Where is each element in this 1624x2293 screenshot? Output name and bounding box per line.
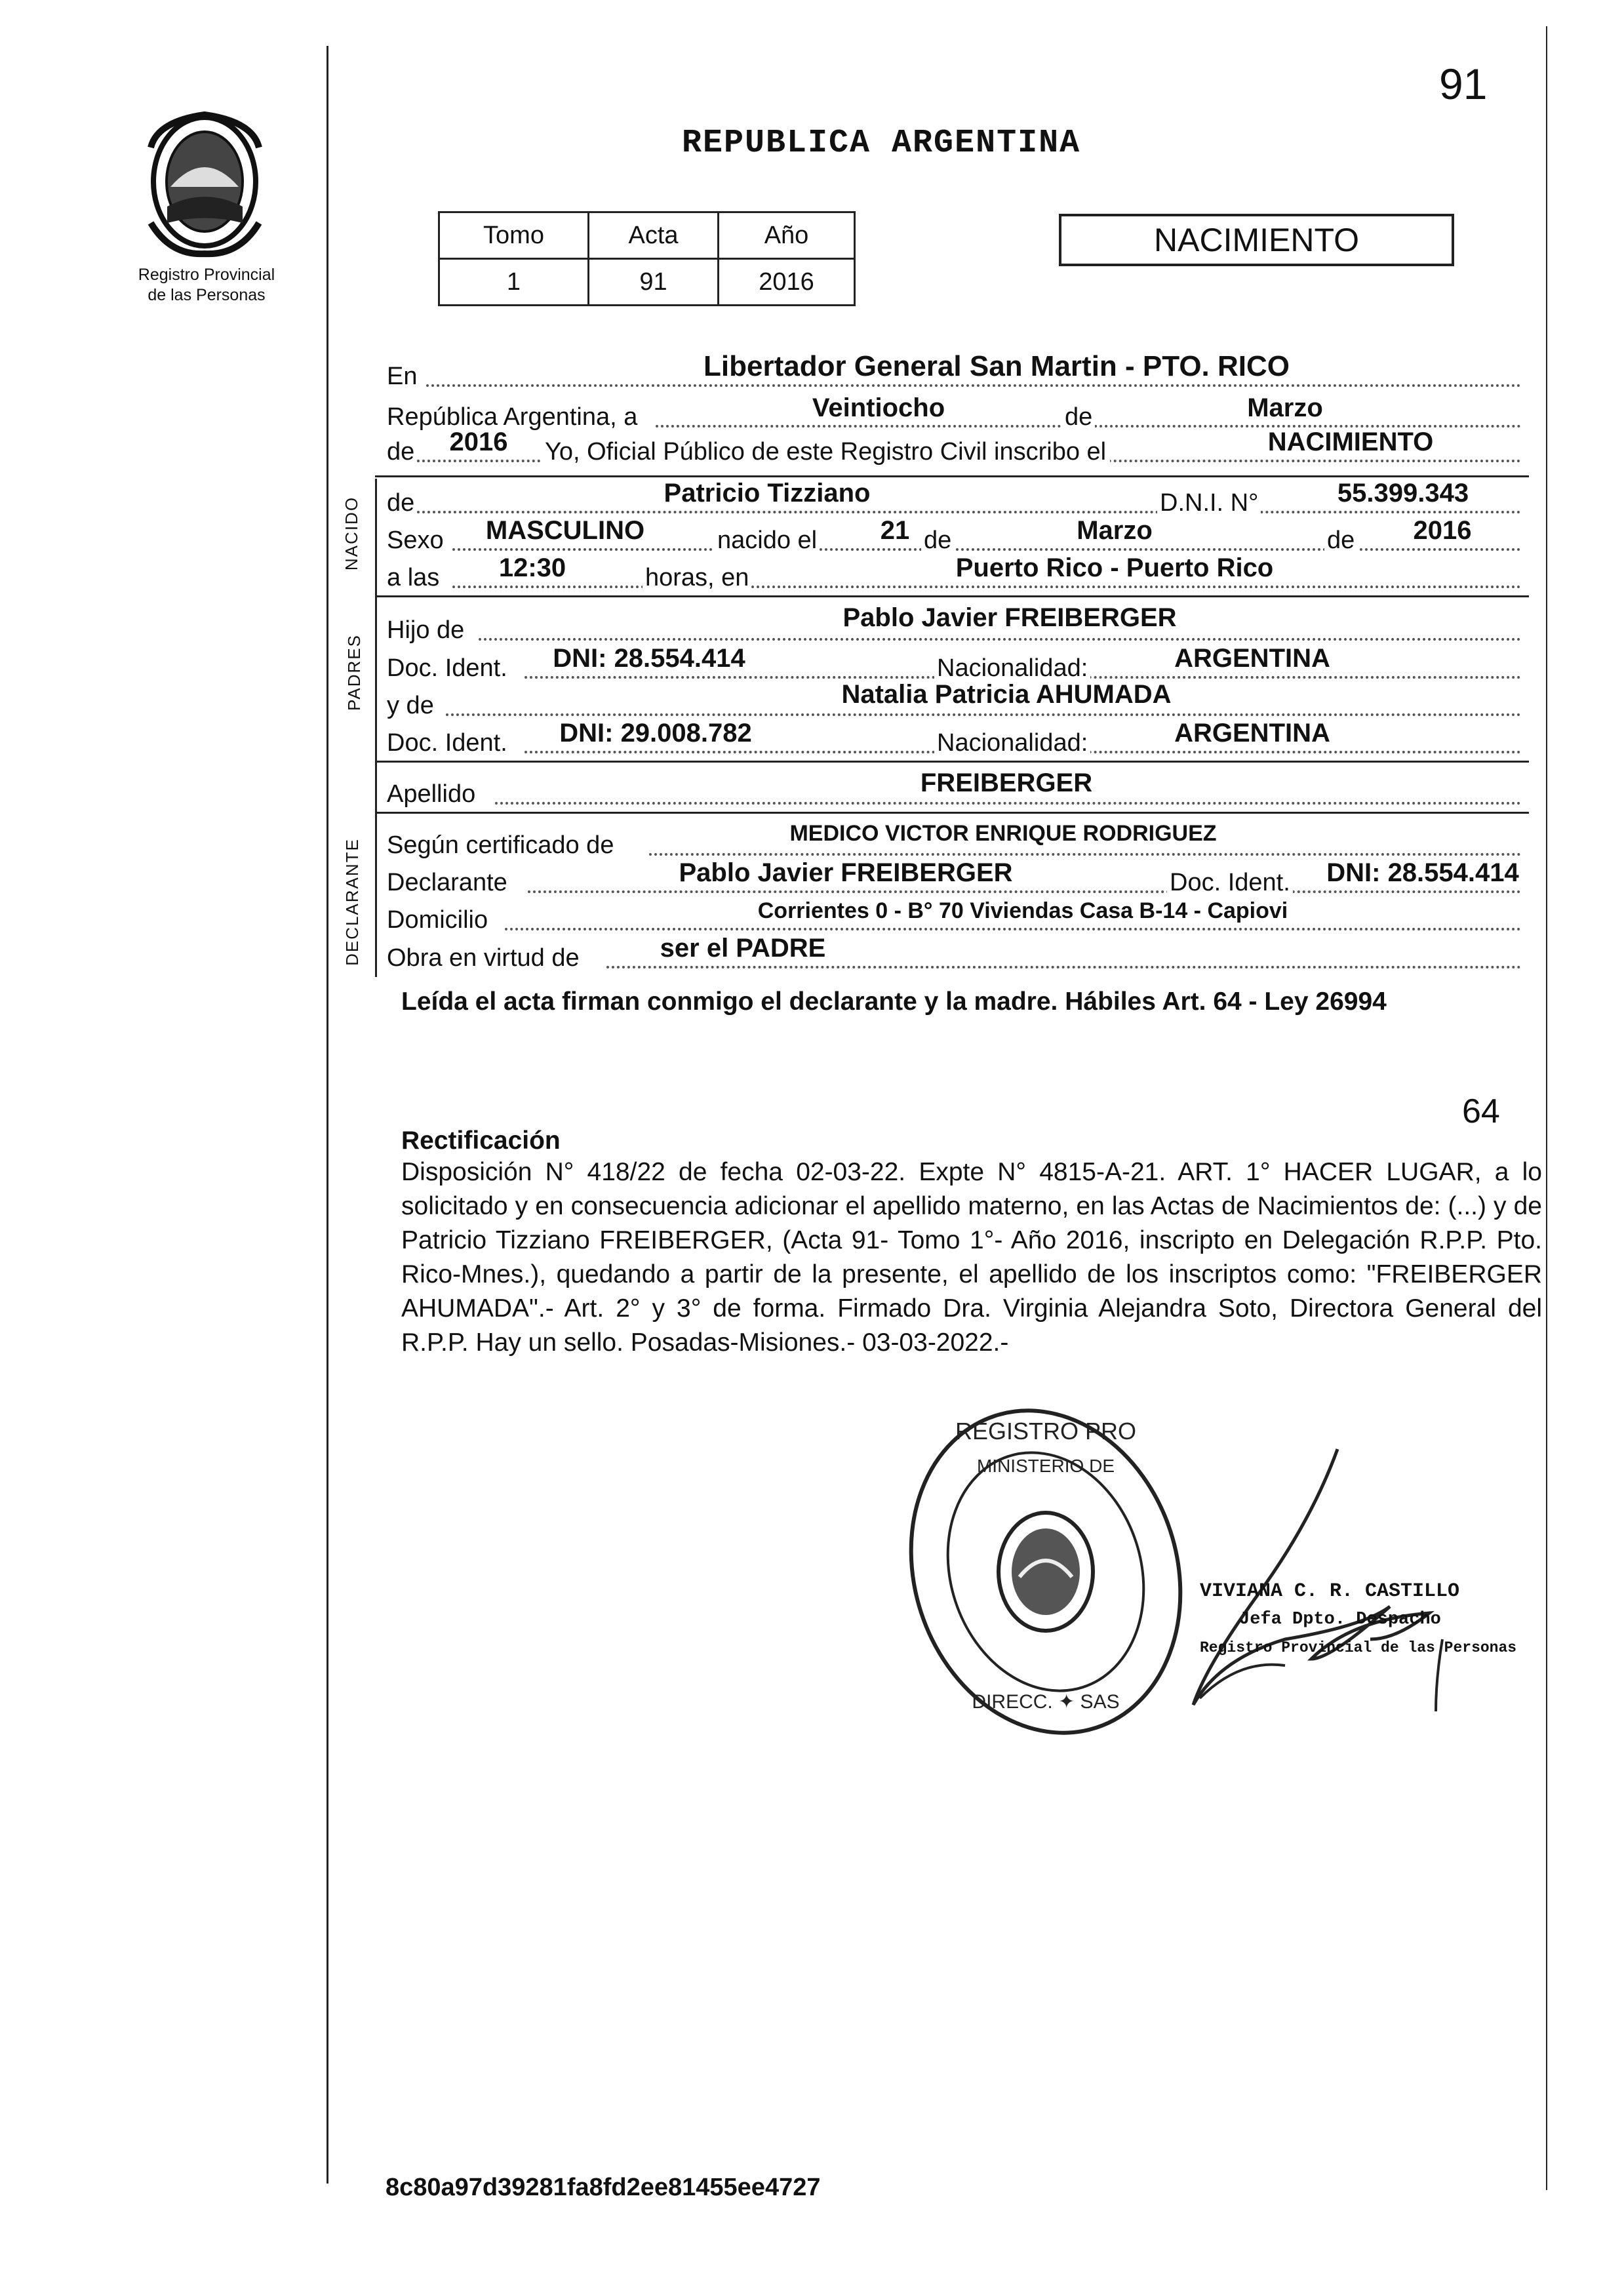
value-apellido: FREIBERGER [920,768,1093,797]
value-doc-declarante: DNI: 28.554.414 [1326,858,1519,887]
label-certificado: Según certificado de [387,831,614,859]
label-yo: Yo, Oficial Público de este Registro Civil inscribo el [541,438,1110,466]
header-ano: Año [719,212,855,259]
value-ano: 2016 [719,259,855,306]
value-father-nat: ARGENTINA [1174,644,1330,673]
dots-declarante [528,890,1521,893]
label-nac-mother: Nacionalidad: [934,729,1090,757]
register-table [438,211,856,306]
value-mother-doc: DNI: 29.008.782 [559,719,752,748]
rectification-text: Disposición N° 418/22 de fecha 02-03-22. Expte N° 4815-A-21. ART. 1° HACER LUGAR, a lo solicitado y en consecuencia adicionar el apellido materno, en las Actas de Nacimientos de: (...) y de Patricio Tizziano FREIBERGER, (Acta 91- Tomo 1°- Año 2016, inscripto en Delegación R.P.P. Pto. Rico-Mnes.), quedando a partir de la presente, el apellido de los inscriptos como: "FREIBERGER AHUMADA".- Art. 2° y 3° de forma. Firmado Dra. Virginia Alejandra Soto, Directora General del R.P.P. Hay un sello. Posadas-Misiones.- 03-03-2022.- [401,1158,1542,1357]
header-tomo: Tomo [439,212,589,259]
value-month: Marzo [1247,393,1323,422]
document-hash: 8c80a97d39281fa8fd2ee81455ee4727 [386,2174,821,2201]
dots-sexo [452,548,1521,551]
dots-domicilio [505,928,1521,930]
value-birth-place: Puerto Rico - Puerto Rico [955,553,1274,582]
label-nac-father: Nacionalidad: [934,654,1090,683]
value-obra: ser el PADRE [660,934,826,963]
logo-caption-2: de las Personas [148,286,266,304]
value-year: 2016 [449,428,508,456]
rectification-number: 64 [1462,1092,1500,1130]
signer-name: VIVIANA C. R. CASTILLO [1200,1580,1460,1603]
value-sexo: MASCULINO [485,516,645,545]
dots-apellido [495,802,1521,805]
label-de-birth-year: de [1324,527,1357,555]
side-label-padres: PADRES [344,634,364,711]
svg-text:DIRECC. ✦ SAS: DIRECC. ✦ SAS [972,1691,1120,1713]
value-child-name: Patricio Tizziano [663,479,871,508]
value-birth-month: Marzo [1077,516,1153,545]
label-apellido: Apellido [387,780,476,808]
value-birth-day: 21 [880,516,910,545]
seal-icon [905,1400,1187,1744]
value-day-words: Veintiocho [812,393,945,422]
value-mother: Natalia Patricia AHUMADA [841,680,1172,709]
label-dni: D.N.I. N° [1157,489,1261,517]
signer-role: Jefa Dpto. Despacho [1239,1610,1441,1629]
label-de-birth-month: de [921,527,954,555]
left-margin-line [327,46,328,2183]
value-domicilio: Corrientes 0 - B° 70 Viviendas Casa B-14 - Capiovi [757,898,1288,923]
value-place: Libertador General San Martin - PTO. RICO [703,350,1290,382]
record-type-box: NACIMIENTO [1059,214,1454,266]
side-label-declarante: DECLARANTE [342,838,362,966]
country-title: REPUBLICA ARGENTINA [682,125,1081,162]
dots-certificado [649,853,1521,856]
page-number: 91 [1439,60,1488,108]
svg-text:REGISTRO PRO: REGISTRO PRO [955,1418,1137,1445]
value-father: Pablo Javier FREIBERGER [842,603,1177,632]
dots-en [426,384,1521,387]
value-birth-time: 12:30 [498,553,566,582]
value-certificado: MEDICO VICTOR ENRIQUE RODRIGUEZ [789,821,1217,846]
divider-3 [375,761,1529,763]
divider-2 [375,595,1529,597]
label-doc-father: Doc. Ident. [387,654,507,682]
signer-office: Registro Provincial de las Personas [1200,1639,1517,1656]
label-y-de: y de [387,692,434,719]
coat-of-arms-icon [131,108,279,259]
label-de-month: de [1062,403,1095,431]
right-margin-line [1546,26,1547,2190]
label-hijo-de: Hijo de [387,616,465,644]
label-domicilio: Domicilio [387,906,488,934]
label-declarante: Declarante [387,869,507,896]
label-a-las: a las [387,564,440,591]
registry-logo [131,108,279,259]
label-republica: República Argentina, a [387,403,638,431]
label-nacido-el: nacido el [715,527,820,555]
dots-name [417,511,1521,513]
label-obra: Obra en virtud de [387,944,580,972]
value-act: NACIMIENTO [1267,428,1434,456]
divider-1 [375,475,1529,477]
label-en: En [387,363,418,390]
dots-father [479,638,1521,641]
official-stamp [905,1400,1187,1744]
value-birth-year: 2016 [1413,516,1472,545]
label-de-name: de [387,489,415,517]
closing-statement: Leída el acta firman conmigo el declarante y la madre. Hábiles Art. 64 - Ley 26994 [401,987,1387,1016]
svg-text:MINISTERIO DE: MINISTERIO DE [976,1456,1115,1476]
label-horas: horas, en [643,564,751,592]
section-divider-line [375,479,377,977]
dots-mother [446,713,1521,716]
side-label-nacido: NACIDO [342,496,362,571]
value-mother-nat: ARGENTINA [1174,719,1330,748]
value-child-dni: 55.399.343 [1337,479,1469,508]
header-acta: Acta [589,212,719,259]
dots-obra [606,966,1521,968]
rectification-title: Rectificación [401,1127,561,1155]
value-father-doc: DNI: 28.554.414 [553,644,745,673]
value-declarante: Pablo Javier FREIBERGER [679,858,1013,887]
label-doc-declarante: Doc. Ident. [1167,869,1293,897]
logo-caption-1: Registro Provincial [138,266,275,284]
label-de-year: de [387,438,415,466]
label-sexo: Sexo [387,527,444,554]
divider-4 [375,812,1529,814]
label-doc-mother: Doc. Ident. [387,729,507,757]
dots-time [452,586,1521,588]
value-tomo: 1 [439,259,589,306]
value-acta: 91 [589,259,719,306]
